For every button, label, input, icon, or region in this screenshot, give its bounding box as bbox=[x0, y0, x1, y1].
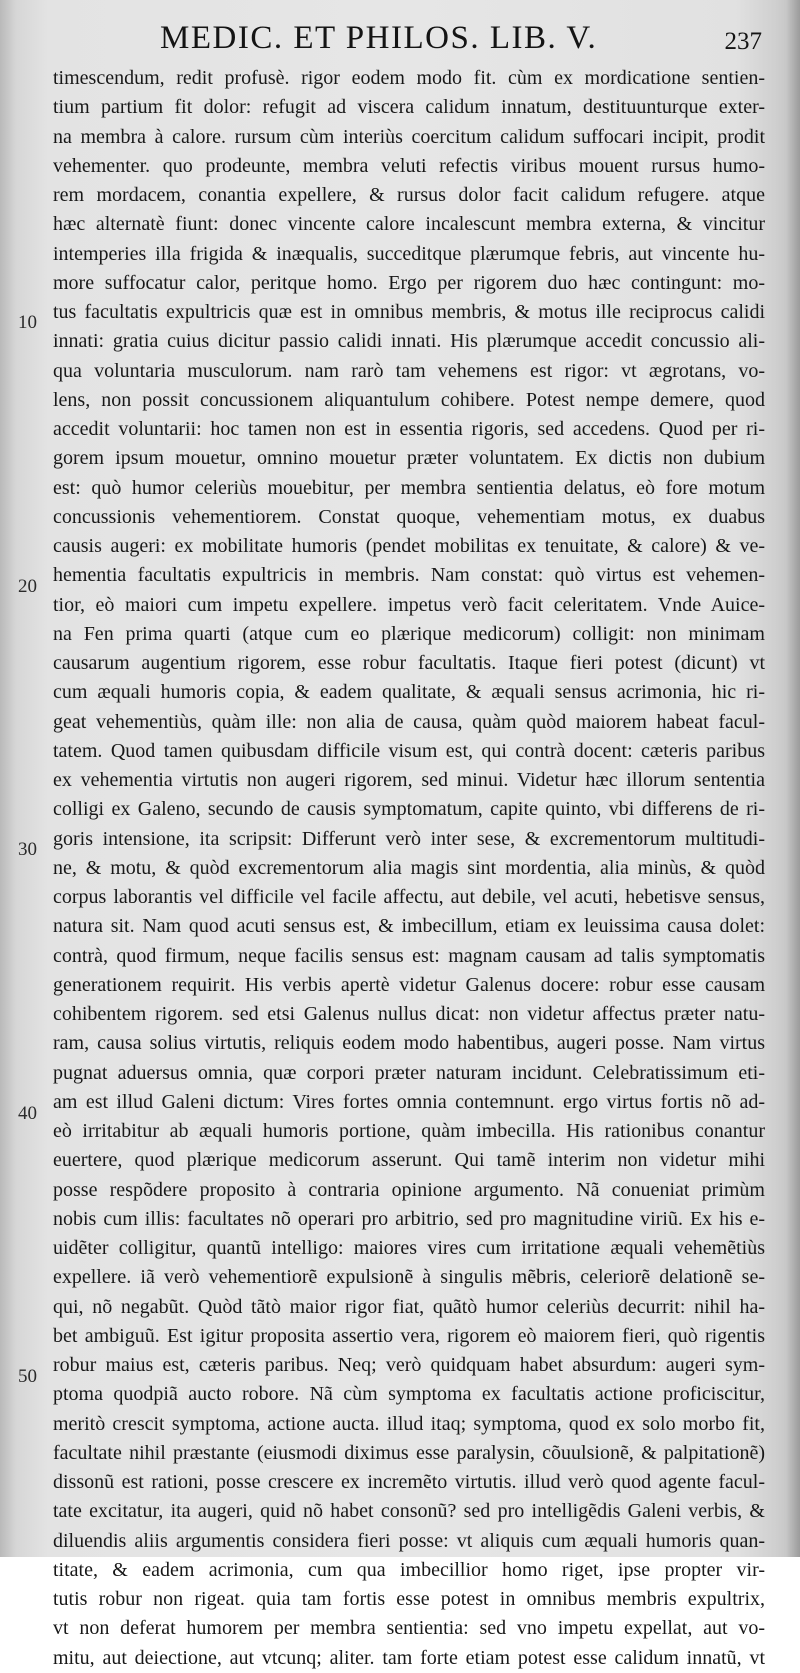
text-line: corpus laborantis vel difficile vel facile affectu, aut debile, vel acuti, hebetisve sensus, bbox=[53, 886, 765, 908]
text-line: nobis cum illis: facultates nõ operari pro arbitrio, sed pro magnitudine viriũ. Ex his e- bbox=[53, 1207, 765, 1230]
text-line: causarum augentium rigorem, esse robur facultatis. Itaque fieri potest (dicunt) vt bbox=[53, 652, 765, 674]
text-line: more suffocatur calor, peritque homo. Ergo per rigorem duo hæc contingunt: mo- bbox=[53, 271, 765, 294]
text-line: causis augeri: ex mobilitate humoris (pendet mobilitas ex tenuitate, & calore) & ve- bbox=[53, 535, 765, 557]
text-line: tium partium fit dolor: refugit ad viscera calidum innatum, destituunturque exter- bbox=[53, 96, 765, 119]
text-line: diluendis aliis argumentis considera fieri posse: vt aliquis cum æquali humoris quan- bbox=[53, 1529, 765, 1552]
text-line: rem mordacem, conantia expellere, & rursus dolor facit calidum refugere. atque bbox=[53, 184, 765, 206]
text-line: tus facultatis expultricis quæ est in omnibus membris, & motus ille reciprocus calidi bbox=[53, 301, 765, 323]
text-line: tutis robur non rigeat. quia tam fortis esse potest in omnibus membris expultrix, bbox=[53, 1588, 765, 1610]
text-line: cum æquali humoris copia, & eadem qualitate, & æquali sensus acrimonia, hic ri- bbox=[53, 681, 765, 704]
text-line: ex vehementia virtutis non augeri rigorem, sed minui. Videtur hæc illorum sententia bbox=[53, 769, 765, 791]
text-line: mitu, aut deiectione, aut vtcunq; aliter. tam forte etiam potest esse calidum innatũ, vt bbox=[53, 1646, 765, 1669]
text-line: robur maius est, cæteris paribus. Neq; verò quidquam habet absurdum: augeri sym- bbox=[53, 1354, 765, 1376]
margin-number: 40 bbox=[18, 1103, 37, 1124]
text-line: intemperies illa frigida & inæqualis, succeditque plærumque febris, aut vincente hu- bbox=[53, 242, 765, 265]
text-line: vehementer. quo prodeunte, membra veluti refectis viribus mouent rursus humo- bbox=[53, 154, 765, 177]
text-line: pugnat aduersus omnia, quæ corpori præter naturam incidunt. Celebratissimum eti- bbox=[53, 1061, 765, 1084]
text-line: ram, causa solius virtutis, reliquis eodem modo habentibus, augeri posse. Nam virtus bbox=[53, 1032, 765, 1055]
text-line: vt non deferat humorem per membra sentientia: sed vno impetu expellat, aut vo- bbox=[53, 1617, 765, 1640]
text-line: hementia facultatis expultricis in membris. Nam constat: quò virtus est vehemen- bbox=[53, 564, 765, 587]
text-line: cohibentem rigorem. sed etsi Galenus nullus dicat: non videtur affectus præter natu- bbox=[53, 1003, 765, 1025]
margin-number: 50 bbox=[18, 1366, 37, 1387]
text-line: timescendum, redit profusè. rigor eodem modo fit. cùm ex mordicatione sentien- bbox=[53, 67, 765, 89]
text-line: contrà, quod firmum, neque facilis sensus est: magnam causam ad talis symptomatis bbox=[53, 944, 765, 967]
text-line: am est illud Galeni dictum: Vires fortes omnia contemnunt. ergo virtus fortis nõ ad- bbox=[53, 1090, 765, 1113]
text-line: uidẽter colligitur, quantũ intelligo: maiores vires cum irritatione æquali vehemẽtiùs bbox=[53, 1237, 765, 1259]
text-line: natura sit. Nam quod acuti sensus est, & imbecillum, etiam ex leuissima causa dolet: bbox=[53, 915, 765, 938]
text-line: geat vehementiùs, quàm ille: non alia de causa, quàm quòd maiorem habeat facul- bbox=[53, 710, 765, 733]
text-line: facultate nihil præstante (eiusmodi diximus esse paralysin, cõuulsionẽ, & palpitationẽ) bbox=[53, 1441, 765, 1464]
text-line: meritò crescit symptoma, actione aucta. illud itaq; symptoma, quod ex solo morbo fit, bbox=[53, 1412, 765, 1435]
text-line: gorem ipsum mouetur, omnino mouetur præter voluntatem. Ex dictis non dubium bbox=[53, 447, 765, 470]
text-line: generationem requirit. His verbis apertè videtur Galenus docere: robur esse causam bbox=[53, 973, 765, 996]
text-line: dissonũ est rationi, posse crescere ex incremẽto virtutis. illud verò quod agente facul- bbox=[53, 1471, 765, 1493]
text-line: posse respõdere proposito à contraria opinione argumento. Nã conueniat primùm bbox=[53, 1178, 765, 1201]
text-line: hæc alternatè fiunt: donec vincente calore incalescunt membra externa, & vincitur bbox=[53, 213, 765, 236]
text-line: tior, eò maiori cum impetu expellere. impetus verò facit celeritatem. Vnde Auice- bbox=[53, 593, 765, 616]
text-line: qui, nõ negabũt. Quòd tãtò maior rigor fiat, quãtò humor celeriùs decurrit: nihil ha- bbox=[53, 1295, 765, 1318]
text-line: bet ambiguũ. Est igitur proposita assertio vera, rigorem eò maiorem fieri, quò rigentis bbox=[53, 1324, 765, 1347]
text-line: est: quò humor celeriùs mouebitur, per membra sentientia delatus, eò fore motum bbox=[53, 476, 765, 499]
running-head: MEDIC. ET PHILOS. LIB. V. bbox=[160, 20, 598, 56]
text-line: ptoma quodpiã aucto robore. Nã cùm symptoma ex facultatis actione proficiscitur, bbox=[53, 1383, 765, 1406]
margin-number: 20 bbox=[18, 576, 37, 597]
margin-number: 10 bbox=[18, 312, 37, 333]
text-line: ne, & motu, & quòd excrementorum alia magis sint mordentia, alia minùs, & quòd bbox=[53, 856, 765, 879]
text-line: eò irritabitur ab æquali humoris portione, quàm imbecilla. His rationibus conantur bbox=[53, 1120, 765, 1142]
text-line: na Fen prima quarti (atque cum eo plærique medicorum) colligit: non minimam bbox=[53, 622, 765, 645]
text-line: na membra à calore. rursum cùm interiùs coercitum calidum suffocari incipit, prodit bbox=[53, 125, 765, 148]
binding-shadow bbox=[786, 0, 800, 1557]
text-line: goris intensione, ita scripsit: Differunt verò inter sese, & excrementorum multitudi- bbox=[53, 827, 765, 850]
text-line: qua voluntaria musculorum. nam rarò tam vehemens est rigor: vt ægrotans, vo- bbox=[53, 359, 765, 382]
body-text bbox=[53, 64, 765, 1673]
text-line: euertere, quod plærique medicorum asserunt. Qui tamẽ interim non videtur mihi bbox=[53, 1149, 765, 1172]
page-number: 237 bbox=[724, 28, 762, 55]
text-line: lens, non possit concussionem aliquantulum cohibere. Potest nempe demere, quod bbox=[53, 388, 765, 411]
text-line: accedit voluntarii: hoc tamen non est in essentia rigoris, sed accedens. Quod per ri- bbox=[53, 418, 765, 440]
text-line: tate excitatur, ita augeri, quid nõ habet consonũ? sed pro intelligẽdis Galeni verbis, & bbox=[53, 1500, 765, 1523]
text-line: colligi ex Galeno, secundo de causis symptomatum, capite quinto, vbi differens de ri- bbox=[53, 798, 765, 821]
page-header bbox=[0, 20, 800, 64]
text-line: innati: gratia cuius dicitur passio calidi innati. His plærumque accedit concussio ali- bbox=[53, 330, 765, 353]
text-line: concussionis vehementiorem. Constat quoque, vehementiam motus, ex duabus bbox=[53, 505, 765, 528]
text-line: expellere. iã verò vehementiorẽ expulsionẽ à singulis mẽbris, celeriorẽ delationẽ se- bbox=[53, 1266, 765, 1289]
text-line: titate, & eadem acrimonia, cum qua imbecillior homo riget, ipse propter vir- bbox=[53, 1558, 765, 1581]
margin-number: 30 bbox=[18, 839, 37, 860]
text-line: tatem. Quod tamen quibusdam difficile visum est, qui contrà docent: cæteris paribus bbox=[53, 739, 765, 762]
